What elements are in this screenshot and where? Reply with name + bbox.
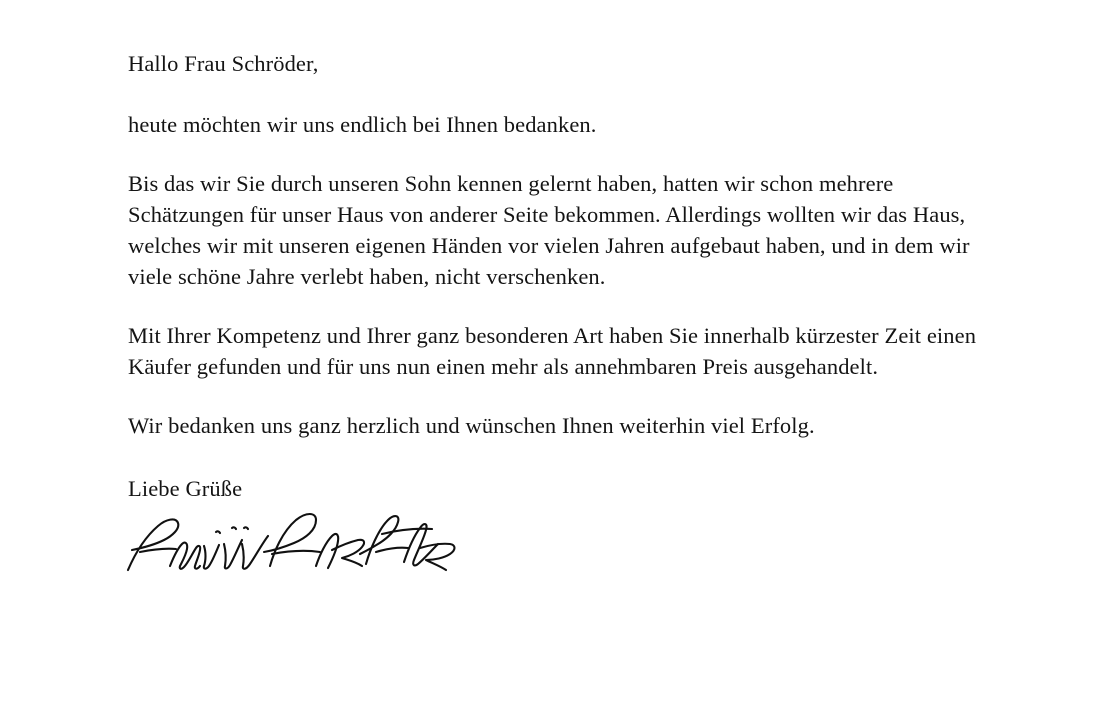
thanks-paragraph: heute möchten wir uns endlich bei Ihnen bedanken. — [128, 112, 597, 137]
signature — [120, 508, 460, 588]
closing-paragraph: Wir bedanken uns ganz herzlich und wünschen Ihnen weiterhin viel Erfolg. — [128, 413, 815, 438]
body-paragraph-1: Bis das wir Sie durch unseren Sohn kennen gelernt haben, hatten wir schon mehrere Schätzungen für unser Haus von anderer Seite bekommen. Allerdings wollten wir das Haus, welches wir mit unseren eigenen Händen vor vielen Jahren aufgebaut haben, und in dem wir viele schöne Jahre verlebt haben, nicht verschenken. — [128, 171, 970, 289]
letter-body — [128, 48, 1008, 588]
salutation-line: Hallo Frau Schröder, — [128, 51, 319, 76]
signoff-line: Liebe Grüße — [128, 476, 243, 501]
body-paragraph-2: Mit Ihrer Kompetenz und Ihrer ganz besonderen Art haben Sie innerhalb kürzester Zeit einen Käufer gefunden und für uns nun einen mehr als annehmbaren Preis ausgehandelt. — [128, 323, 977, 379]
signature-ink-icon — [120, 508, 460, 588]
